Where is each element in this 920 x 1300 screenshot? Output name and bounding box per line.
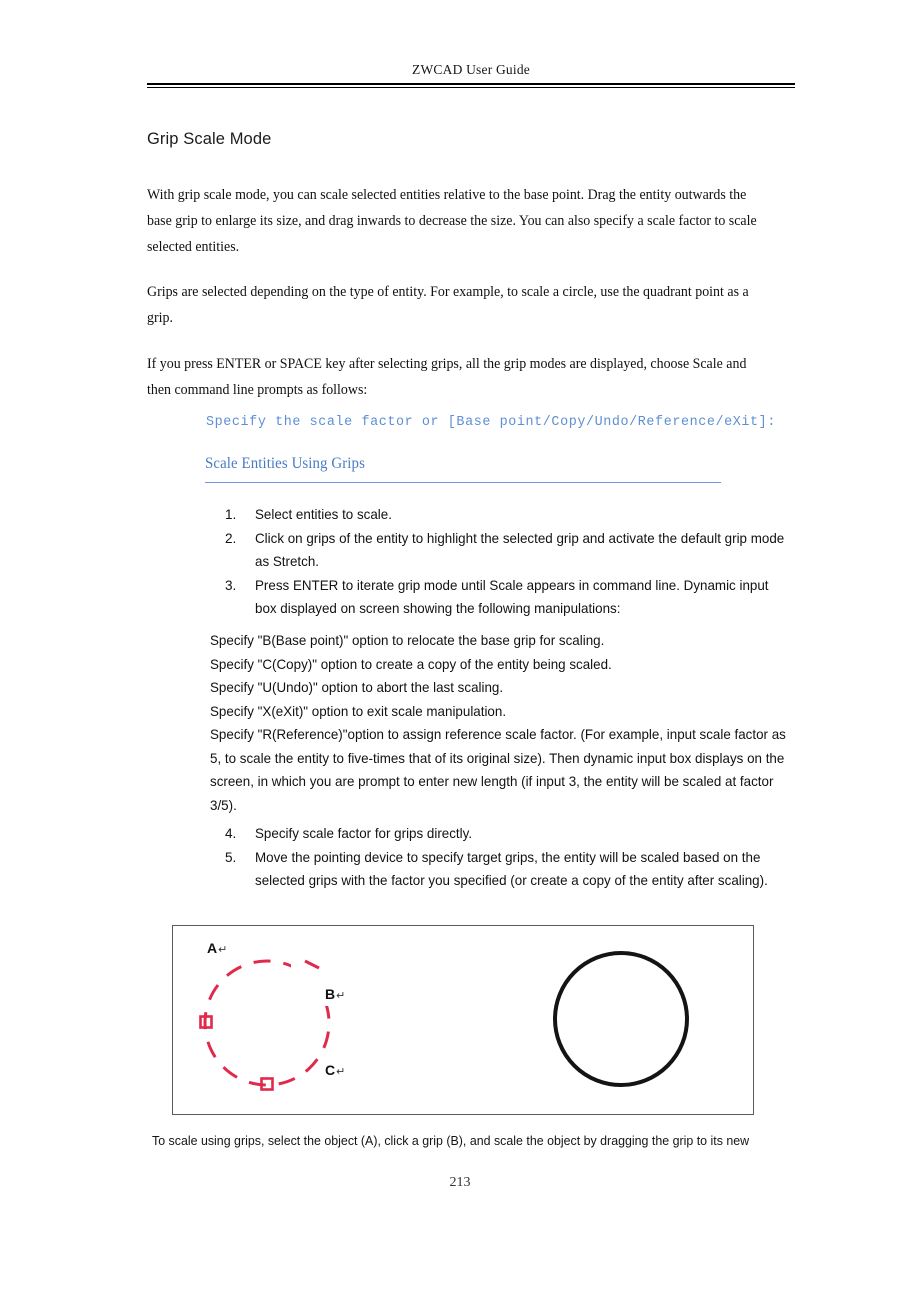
figure-label-b: B↵ (325, 986, 346, 1002)
procedure-list-second (225, 822, 795, 893)
figure-illustration (172, 925, 754, 1115)
subsection-heading-divider (205, 482, 721, 483)
subsection-heading: Scale Entities Using Grips (205, 455, 365, 472)
pilcrow-icon: ↵ (336, 990, 346, 1002)
list-item (225, 527, 795, 574)
solid-circle-shape (555, 953, 687, 1085)
list-item (225, 503, 795, 527)
option-line-base-point: Specify "B(Base point)" option to relocate the base grip for scaling. (210, 633, 605, 648)
option-line-exit: Specify "X(eXit)" option to exit scale manipulation. (210, 703, 507, 719)
paragraph-text: If you press ENTER or SPACE key after selecting grips, all the grip modes are displayed, choose Scale and then command line prompts as follows: (147, 356, 747, 398)
header-divider (147, 83, 795, 88)
option-line-undo: Specify "U(Undo)" option to abort the last scaling. (210, 680, 504, 695)
list-item-number: 5. (225, 849, 237, 865)
pilcrow-icon: ↵ (336, 1066, 346, 1078)
list-item-label: Select entities to scale. (255, 507, 392, 522)
figure-caption: To scale using grips, select the object (A), click a grip (B), and scale the object by dragging the grip to its new (152, 1134, 750, 1148)
paragraph-text: Grips are selected depending on the type of entity. For example, to scale a circle, use the quadrant point as a grip. (147, 284, 749, 326)
figure-label-c: C↵ (325, 1062, 346, 1078)
list-item-number: 3. (225, 577, 237, 593)
list-item-label: Click on grips of the entity to highlight the selected grip and activate the default grip mode as Stretch. (255, 530, 785, 569)
list-item (225, 822, 795, 846)
header-title: ZWCAD User Guide (412, 62, 530, 77)
procedure-list-first (225, 503, 795, 621)
command-line-prompt: Specify the scale factor or [Base point/Copy/Undo/Reference/eXit]: (206, 415, 776, 430)
list-item-label: Move the pointing device to specify target grips, the entity will be scaled based on the selected grips with the factor you specified (or create a copy of the entity after scaling). (255, 849, 768, 888)
figure-graphic (173, 926, 755, 1116)
body-paragraph-2 (147, 279, 795, 353)
list-item-number: 1. (225, 507, 237, 522)
page-number: 213 (449, 1175, 471, 1190)
page-title: Grip Scale Mode (147, 130, 272, 148)
list-item (225, 574, 795, 621)
paragraph-text: With grip scale mode, you can scale selected entities relative to the base point. Drag the entity outwards the base grip to enlarge its size, and drag inwards to decrease the size. You can also specify a scale factor to scale selected entities. (147, 187, 757, 255)
pilcrow-icon: ↵ (218, 944, 228, 956)
list-item-label: Press ENTER to iterate grip mode until Scale appears in command line. Dynamic input box displayed on screen showing the following manipulations: (255, 577, 769, 616)
list-item (225, 846, 795, 893)
page-header (147, 62, 795, 88)
option-description-list (210, 629, 795, 817)
subsection-heading-block (205, 455, 721, 483)
body-paragraph-1 (147, 182, 795, 282)
list-item-number: 4. (225, 826, 237, 841)
body-paragraph-3 (147, 351, 795, 425)
list-item-number: 2. (225, 530, 237, 546)
figure-label-a: A↵ (207, 940, 228, 956)
option-line-reference: Specify "R(Reference)"option to assign reference scale factor. (For example, input scale factor as 5, to scale the entity to five-times that of its original size). Then dynamic input box displays on the screen, in which you are prompt to enter new length (if input 3, the entity will be scaled at factor 3/5). (210, 727, 786, 813)
list-item-label: Specify scale factor for grips directly. (255, 826, 473, 841)
option-line-copy: Specify "C(Copy)" option to create a copy of the entity being scaled. (210, 656, 612, 672)
